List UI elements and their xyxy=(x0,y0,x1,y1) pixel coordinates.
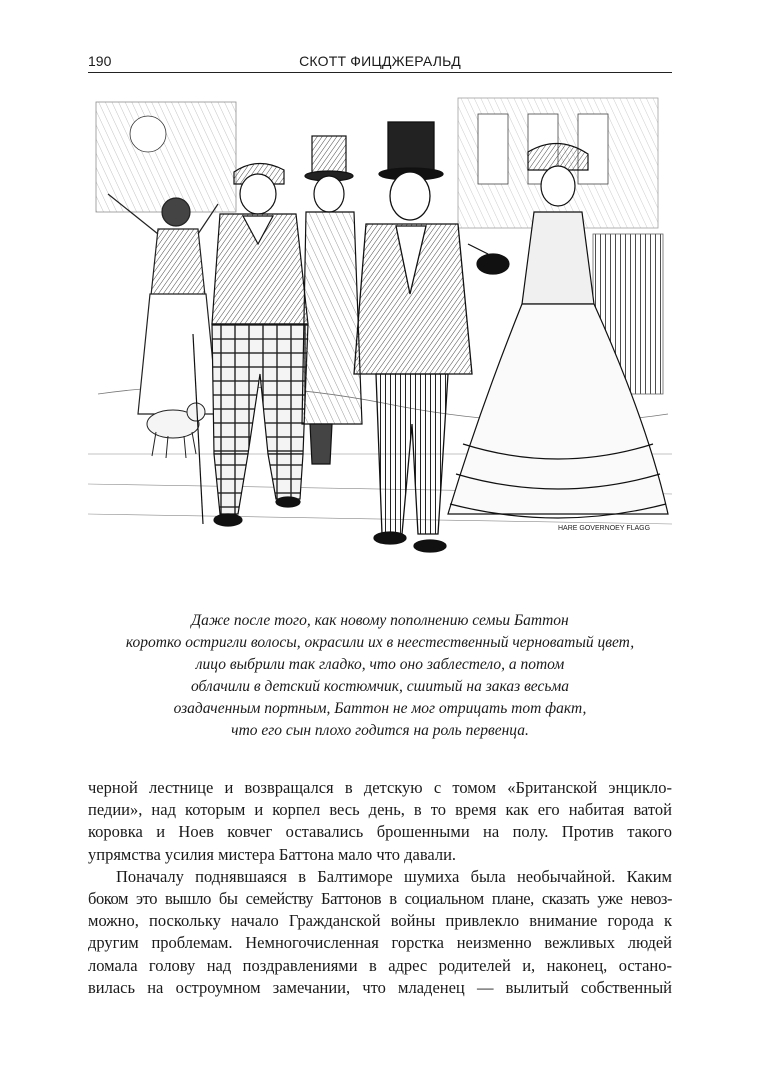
caption-line: лицо выбрили так гладко, что оно заблестело, а потом xyxy=(195,656,565,673)
body-text xyxy=(88,777,672,999)
caption-line: облачили в детский костюмчик, сшитый на заказ весьма xyxy=(190,678,570,695)
body-line: можно, поскольку начало Гражданской войны привлекло внимание города к xyxy=(88,911,672,931)
figure-woman-apron xyxy=(108,194,218,414)
body-line: Поначалу поднявшаяся в Балтиморе шумиха была необычайной. Каким xyxy=(116,866,672,886)
page-header xyxy=(88,52,672,73)
body-line: педии», над которым и корпел весь день, в то время как его набитая ватой xyxy=(88,800,672,820)
illustrator-signature: HARE GOVERNOEY FLAGG xyxy=(558,525,651,532)
body-line: ломала голову над поздравлениями в адрес родителей и, наконец, остано- xyxy=(88,955,672,975)
body-line: другим проблемам. Немногочисленная горстка неизменно вежливых людей xyxy=(88,933,672,953)
figure-man-background xyxy=(302,136,362,464)
illustration-drawing xyxy=(88,94,672,554)
caption-line: Даже после того, как новому пополнению семьи Баттон xyxy=(191,612,569,629)
body-line: боком это вышло бы семейству Баттонов в социальном плане, сказать уже невоз- xyxy=(88,888,672,908)
illustration xyxy=(88,94,672,554)
illustration-caption xyxy=(90,610,670,742)
running-title: СКОТТ ФИЦДЖЕРАЛЬД xyxy=(299,53,461,69)
body-line: коровка и Ноев ковчег оставались брошенными на полу. Против такого xyxy=(88,822,672,842)
caption-line: что его сын плохо годится на роль первенца. xyxy=(231,722,529,739)
page-number: 190 xyxy=(88,53,112,69)
body-line: упрямства усилия мистера Баттона мало что давали. xyxy=(88,844,457,864)
caption-line: озадаченным портным, Баттон не мог отрицать тот факт, xyxy=(173,700,587,717)
figure-old-man-top-hat xyxy=(354,122,472,552)
body-line: вилась на остроумном замечании, что младенец — вылитый собственный xyxy=(88,977,672,997)
caption-line: коротко остригли волосы, окрасили их в неестественный черноватый цвет, xyxy=(125,634,635,651)
body-line: черной лестнице и возвращался в детскую с томом «Британской энцикло- xyxy=(88,778,672,797)
